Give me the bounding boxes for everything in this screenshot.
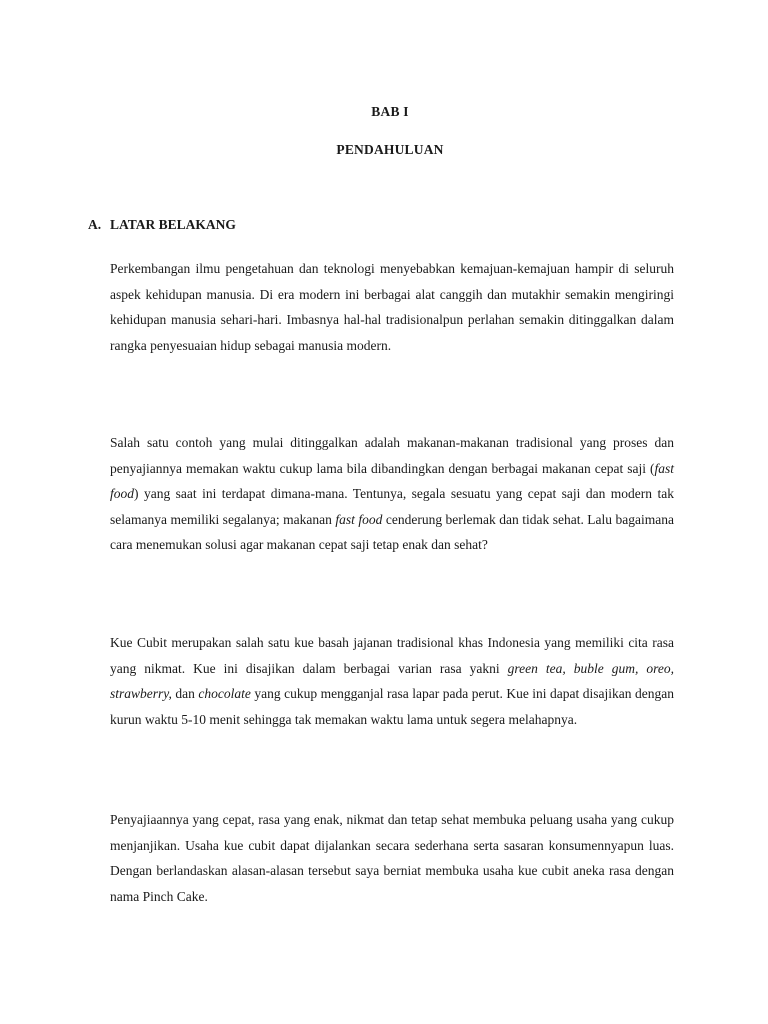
paragraph-4: Penyajiaannya yang cepat, rasa yang enak, nikmat dan tetap sehat membuka peluang usaha yang cukup menjanjikan. Usaha kue cubit dapat dijalankan secara sederhana serta sasaran konsumennyapun luas. Dengan berlandaskan alasan-alasan tersebut saya berniat membuka usaha kue cubit aneka rasa dengan nama Pinch Cake. (110, 812, 674, 904)
paragraph-2-fast-food-2: fast food (335, 511, 383, 527)
paragraph-3-flavors: green tea, buble gum, oreo, strawberry, (110, 660, 674, 701)
section-title: LATAR BELAKANG (110, 217, 236, 232)
paragraph-3-part-c: dan (171, 686, 199, 701)
chapter-number: BAB I (371, 104, 409, 119)
paragraph-2-part-c: ) yang saat ini terdapat dimana-mana. Tentunya, segala sesuatu yang cepat saji dan modern tak selamanya memiliki segalanya; makanan (110, 486, 674, 527)
paragraph-2-part-a: Salah satu contoh yang mulai ditinggalkan adalah makanan-makanan tradisional yang proses dan penyajiannya memakan waktu cukup lama bila dibandingkan dengan berbagai makanan cepat saji ( (110, 435, 674, 476)
paragraph-1: Perkembangan ilmu pengetahuan dan teknologi menyebabkan kemajuan-kemajuan hampir di seluruh aspek kehidupan manusia. Di era modern ini berbagai alat canggih dan mutakhir semakin mengiringi kehidupan manusia sehari-hari. Imbasnya hal-hal tradisionalpun perlahan semakin ditinggalkan dalam rangka penyesuaian hidup sebagai manusia modern. (110, 261, 674, 353)
paragraph-2 (110, 430, 674, 558)
section-letter: A. (88, 217, 102, 232)
chapter-title: PENDAHULUAN (336, 142, 444, 157)
paragraph-2-part-e: cenderung berlemak dan tidak sehat. Lalu bagaimana cara menemukan solusi agar makanan cepat saji tetap enak dan sehat? (110, 511, 674, 552)
paragraph-3-chocolate: chocolate (198, 686, 251, 701)
paragraph-3-part-a: Kue Cubit merupakan salah satu kue basah jajanan tradisional khas Indonesia yang memiliki cita rasa yang nikmat. Kue ini disajikan dalam berbagai varian rasa yakni (110, 635, 674, 676)
paragraph-3 (110, 630, 674, 732)
paragraph-2-fast-food-1: fast food (110, 460, 674, 501)
paragraph-3-part-e: yang cukup mengganjal rasa lapar pada perut. Kue ini dapat disajikan dengan kurun waktu 5-10 menit sehingga tak memakan waktu lama untuk segera melahapnya. (110, 686, 674, 727)
section-heading (88, 217, 236, 233)
